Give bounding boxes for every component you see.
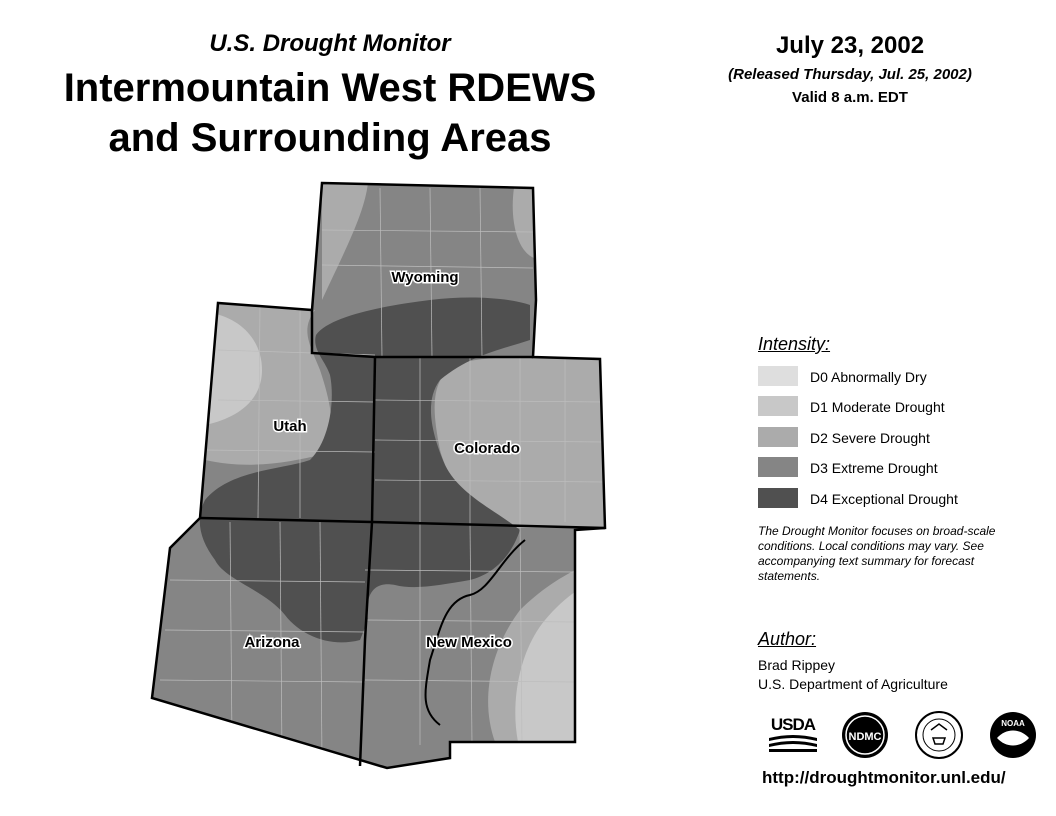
valid-time: Valid 8 a.m. EDT (792, 89, 908, 106)
release-date: (Released Thursday, Jul. 25, 2002) (728, 66, 972, 83)
legend-swatch-d0 (758, 366, 798, 386)
drought-areas (140, 170, 620, 780)
legend-swatch-d4 (758, 488, 798, 508)
legend-label-d2: D2 Severe Drought (810, 430, 930, 446)
legend-label-d3: D3 Extreme Drought (810, 460, 938, 476)
noaa-logo (988, 710, 1038, 760)
legend-swatch-d2 (758, 427, 798, 447)
legend-label-d4: D4 Exceptional Drought (810, 491, 958, 507)
legend-label-d1: D1 Moderate Drought (810, 399, 945, 415)
author-name: Brad Rippey (758, 657, 836, 673)
legend-swatch-d1 (758, 396, 798, 416)
legend-label-d0: D0 Abnormally Dry (810, 369, 927, 385)
map-title-line2: and Surrounding Areas (108, 116, 552, 160)
state-label-newmexico: New Mexico (426, 634, 512, 651)
noaa-logo-text: NOAA (1001, 719, 1025, 728)
ndmc-logo (840, 710, 890, 760)
state-label-utah: Utah (273, 418, 307, 435)
map-title-line1: Intermountain West RDEWS (63, 66, 597, 110)
legend-swatch-d3 (758, 457, 798, 477)
legend-title: Intensity: (758, 334, 831, 354)
doc-seal-logo (914, 710, 964, 760)
ndmc-logo-text: NDMC (848, 731, 882, 743)
website-link[interactable]: http://droughtmonitor.unl.edu/ (762, 768, 1006, 787)
state-label-colorado: Colorado (454, 440, 520, 457)
state-label-arizona: Arizona (244, 634, 300, 651)
valid-date: July 23, 2002 (775, 32, 925, 59)
disclaimer-note: The Drought Monitor focuses on broad-scale conditions. Local conditions may vary. See accompanying text summary for forecast statements. (758, 524, 996, 583)
author-org: U.S. Department of Agriculture (758, 676, 948, 692)
usda-logo (766, 714, 820, 752)
map-subtitle: U.S. Drought Monitor (209, 30, 451, 57)
state-label-wyoming: Wyoming (391, 269, 459, 286)
author-title: Author: (758, 629, 817, 649)
usda-logo-text: USDA (770, 715, 816, 734)
